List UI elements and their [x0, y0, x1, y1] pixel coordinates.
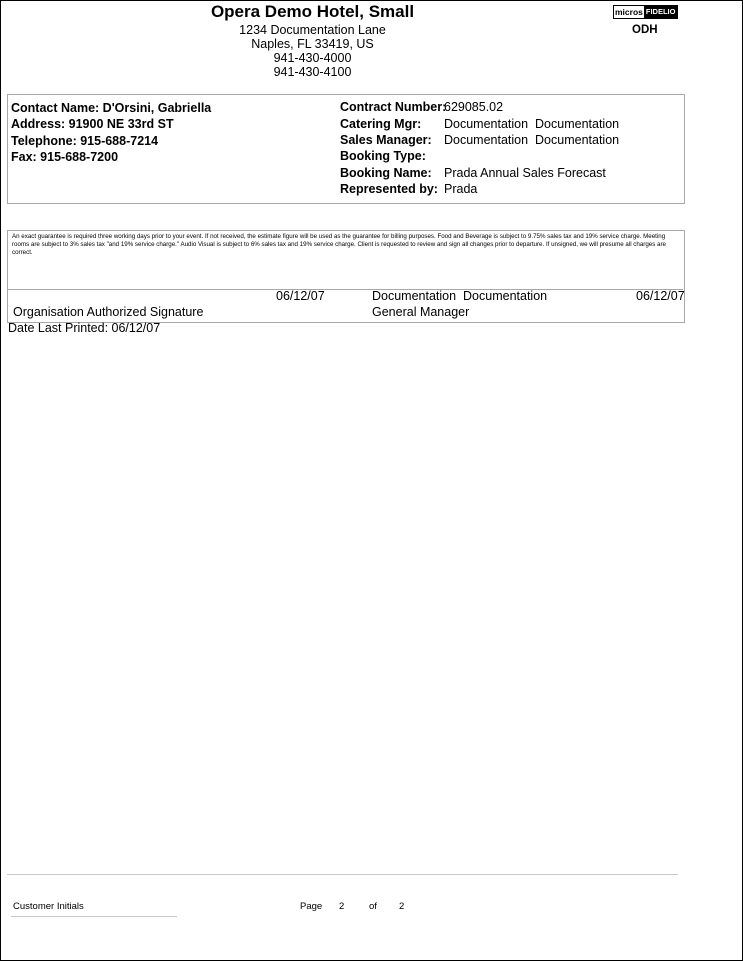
hotel-signer-name: Documentation Documentation [372, 289, 548, 303]
hotel-address: 1234 Documentation Lane [239, 23, 386, 37]
contact-name: Contact Name: D'Orsini, Gabriella [11, 101, 212, 115]
micros-fidelio-logo [613, 5, 678, 19]
customer-initials-line [11, 916, 177, 917]
hotel-fax: 941-430-4100 [273, 65, 352, 79]
booking-name-label: Booking Name: [340, 166, 432, 180]
contract-number-value: 629085.02 [444, 100, 504, 114]
page-number: 2 [339, 901, 345, 912]
date-last-printed: Date Last Printed: 06/12/07 [8, 321, 161, 335]
catering-mgr-value: Documentation Documentation [444, 117, 620, 131]
customer-initials-label: Customer Initials [13, 901, 84, 912]
hotel-city: Naples, FL 33419, US [251, 37, 374, 51]
footer-divider [7, 874, 678, 875]
client-signature-date: 06/12/07 [276, 289, 325, 303]
hotel-signature-date: 06/12/07 [636, 289, 685, 303]
client-signature-label: Organisation Authorized Signature [13, 305, 204, 319]
of-label: of [369, 901, 377, 912]
hotel-phone: 941-430-4000 [273, 51, 352, 65]
signature-divider [7, 289, 683, 290]
terms-text: An exact guarantee is required three working days prior to your event. If not received, the estimate figure will be used as the guarantee for billing purposes. Food and Beverage is subject to 9.75% sales tax and 19% service charge. Meeting rooms are subject to 3% sales tax "and 19% service charge." Audio Visual is subject to 6% sales tax and 19% service charge. Client is requested to review and sign all changes prior to departure. If unsigned, we will presume all charges are correct. [12, 233, 666, 256]
page-total: 2 [399, 901, 405, 912]
hotel-code: ODH [632, 24, 658, 36]
sales-manager-label: Sales Manager: [340, 133, 432, 147]
booking-name-value: Prada Annual Sales Forecast [444, 166, 606, 180]
sales-manager-value: Documentation Documentation [444, 133, 620, 147]
hotel-name: Opera Demo Hotel, Small [210, 2, 415, 21]
represented-by-value: Prada [444, 182, 478, 196]
booking-type-label: Booking Type: [340, 149, 426, 163]
page-label: Page [300, 901, 323, 912]
contact-address: Address: 91900 NE 33rd ST [11, 117, 174, 131]
catering-mgr-label: Catering Mgr: [340, 117, 422, 131]
logo-micros-text: micros [615, 7, 643, 17]
represented-by-label: Represented by: [340, 182, 438, 196]
contact-telephone: Telephone: 915-688-7214 [11, 134, 159, 148]
hotel-signer-title: General Manager [372, 305, 470, 319]
contract-number-label: Contract Number: [340, 100, 447, 114]
contact-fax: Fax: 915-688-7200 [11, 150, 119, 164]
logo-fidelio-text: FIDELIO [645, 7, 676, 16]
